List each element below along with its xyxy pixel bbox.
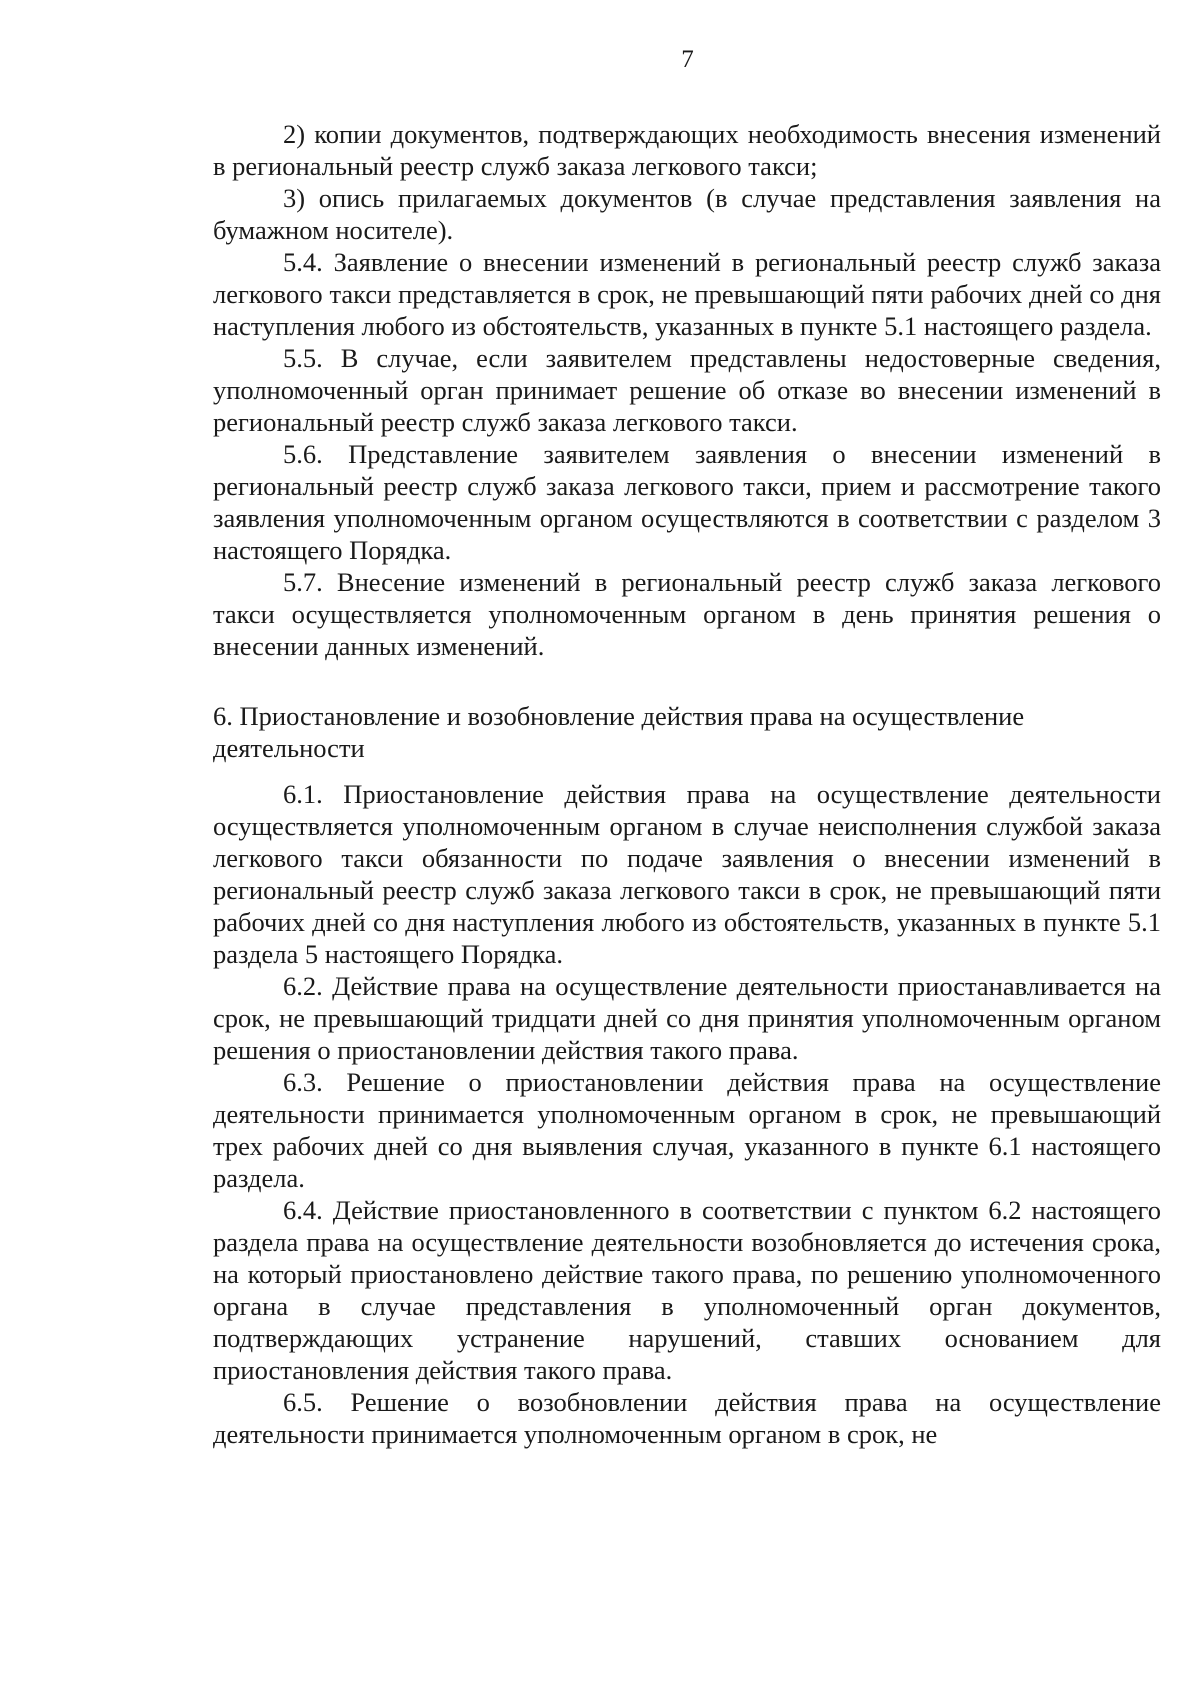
paragraph-6-1: 6.1. Приостановление действия права на осуществление деятельности осуществляется уполномоченным органом в случае неисполнения службой заказа легкового такси обязанности по подаче заявления о внесении изменений в региональный реестр служб заказа легкового такси в срок, не превышающий пяти рабочих дней со дня наступления любого из обстоятельств, указанных в пункте 5.1 раздела 5 настоящего Порядка. <box>213 779 1161 969</box>
paragraph-6-3: 6.3. Решение о приостановлении действия права на осуществление деятельности принимается уполномоченным органом в срок, не превышающий трех рабочих дней со дня выявления случая, указанного в пункте 6.1 настоящего раздела. <box>213 1067 1161 1193</box>
paragraph-5-5: 5.5. В случае, если заявителем представлены недостоверные сведения, уполномоченный орган принимает решение об отказе во внесении изменений в региональный реестр служб заказа легкового такси. <box>213 343 1161 437</box>
paragraph-item-2: 2) копии документов, подтверждающих необходимость внесения изменений в региональный реестр служб заказа легкового такси; <box>213 119 1161 181</box>
paragraph-item-3: 3) опись прилагаемых документов (в случае представления заявления на бумажном носителе). <box>213 183 1161 245</box>
paragraph-5-6: 5.6. Представление заявителем заявления о внесении изменений в региональный реестр служб заказа легкового такси, прием и рассмотрение такого заявления уполномоченным органом осуществляются в соответствии с разделом 3 настоящего Порядка. <box>213 439 1161 565</box>
page-number: 7 <box>681 46 694 73</box>
paragraph-5-7: 5.7. Внесение изменений в региональный реестр служб заказа легкового такси осуществляется уполномоченным органом в день принятия решения о внесении данных изменений. <box>213 567 1161 661</box>
paragraph-6-4: 6.4. Действие приостановленного в соответствии с пунктом 6.2 настоящего раздела права на осуществление деятельности возобновляется до истечения срока, на который приостановлено действие такого права, по решению уполномоченного органа в случае представления в уполномоченный орган документов, подтверждающих устранение нарушений, ставших основанием для приостановления действия такого права. <box>213 1195 1161 1385</box>
document-body <box>213 118 1161 1450</box>
paragraph-6-5: 6.5. Решение о возобновлении действия права на осуществление деятельности принимается уполномоченным органом в срок, не <box>213 1387 1161 1449</box>
paragraph-6-2: 6.2. Действие права на осуществление деятельности приостанавливается на срок, не превышающий тридцати дней со дня принятия уполномоченным органом решения о приостановлении действия такого права. <box>213 971 1161 1065</box>
section-6-heading: 6. Приостановление и возобновление действия права на осуществление деятельности <box>213 701 1025 763</box>
paragraph-5-4: 5.4. Заявление о внесении изменений в региональный реестр служб заказа легкового такси представляется в срок, не превышающий пяти рабочих дней со дня наступления любого из обстоятельств, указанных в пункте 5.1 настоящего раздела. <box>213 247 1161 341</box>
